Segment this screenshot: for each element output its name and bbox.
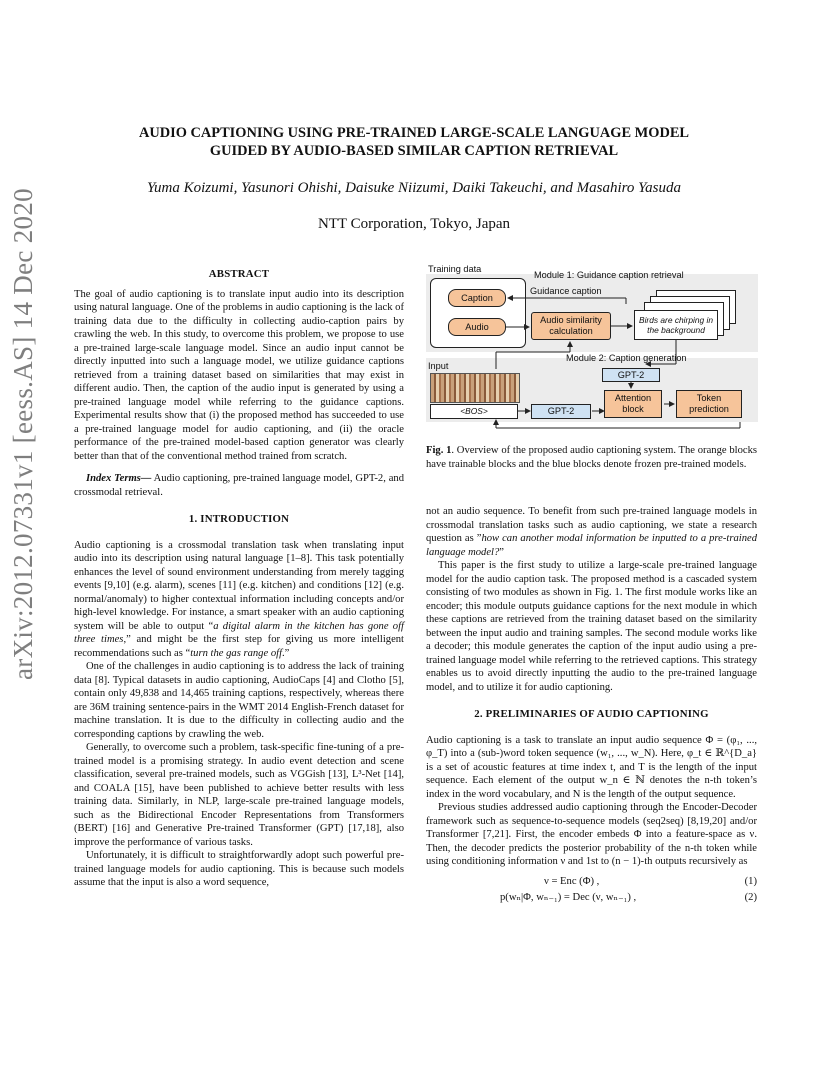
input-spectrogram <box>430 373 520 403</box>
right-p1-quote: how can another modal information be inputted to a pre-trained language model? <box>426 533 757 558</box>
right-paragraph-1 <box>426 505 757 559</box>
equation-1 <box>426 875 757 889</box>
affiliation: NTT Corporation, Tokyo, Japan <box>317 216 511 232</box>
authors: Yuma Koizumi, Yasunori Ohishi, Daisuke Niizumi, Daiki Takeuchi, and Masahiro Yasuda <box>147 180 681 196</box>
left-column <box>74 268 404 890</box>
intro-p1-text: Audio captioning is a crossmodal translation task when translating input audio into its description using natural language [1–8]. This task potentially enhances the level of sound environment understanding from merely tagging events [9,10] (e.g. alarm), scenes [11] (e.g. kitchen) and conditions [12] (e.g. normal/anomaly) to higher contextual information including concepts and/or high-level knowledge. For instance, a smart speaker with an audio captioning system will be able to output “ <box>74 539 404 632</box>
module1-label: Module 1: Guidance caption retrieval <box>534 270 684 280</box>
section2-heading: 2. PRELIMINARIES OF AUDIO CAPTIONING <box>474 708 709 720</box>
right-p1-text: not an audio sequence. To benefit from such pre-trained language models in crossmodal translation tasks such as audio captioning, we state a research question as ” <box>426 506 757 544</box>
index-terms-label: Index Terms— <box>86 473 152 484</box>
bos-token-box: <BOS> <box>430 404 518 419</box>
index-terms-text: Audio captioning, pre-trained language model, GPT-2, and crossmodal retrieval. <box>74 473 404 498</box>
title-line-1: AUDIO CAPTIONING USING PRE-TRAINED LARGE-SCALE LANGUAGE MODEL <box>138 125 690 141</box>
right-column <box>426 505 757 905</box>
intro-paragraph-2: One of the challenges in audio captioning is to address the lack of training data [8]. Typical datasets in audio captioning, AudioCaps [4] and Clotho [5], contain only 49,838 and 14,465 training captions, respectively, whereas there are 36M training sentence-pairs in the WMT 2014 English-French dataset for machine translation. It is due to the difficulty in collecting audio and the corresponding captions by crawling the web. <box>74 661 404 740</box>
intro-p1-end: .” <box>282 647 290 659</box>
attention-block-box: Attention block <box>604 390 662 418</box>
section2-paragraph-1: Audio captioning is a task to translate an input audio sequence Φ = (φ₁, ..., φ_T) into a (sub-)word token sequence (w₁, ..., w_N). Here, φ_t ∈ ℝ^{D_a} is a set of acoustic features at time index t, and T is the length of the input sequence. Each element of the output w_n ∈ ℕ denotes the n-th token’s index in the word vocabulary, and N is the length of the output sequence. <box>426 734 757 800</box>
intro-paragraph-4: Unfortunately, it is difficult to straightforwardly adopt such powerful pre-trained language models for audio captioning. This is because such models assume that the input is also a word sequence, <box>74 850 404 888</box>
title-line-2: GUIDED BY AUDIO-BASED SIMILAR CAPTION RETRIEVAL <box>209 143 619 159</box>
intro-paragraph-3: Generally, to overcome such a problem, task-specific fine-tuning of a pre-trained model is a promising strategy. In audio event detection and scene classification, several pre-trained models, such as VGGish [13], L³-Net [14], and COALA [15], have been published to achieve better results with less training data. Similarly, in NLP, large-scale pre-trained language models, such as the Bidirectional Encoder Representations from Transformers (BERT) [16] and Generative Pre-trained Transformer (GPT) [17,18], also improve the performance of various tasks. <box>74 742 404 848</box>
figure-caption-label: Fig. 1 <box>426 445 452 456</box>
module2-label: Module 2: Caption generation <box>566 353 687 363</box>
gpt2-top-box: GPT-2 <box>602 368 660 382</box>
right-paragraph-2: This paper is the first study to utilize a large-scale pre-trained language model for the audio caption task. The proposed method is a cascaded system consisting of two modules as shown in Fig. 1. The first module works like an encoder; this module outputs guidance captions for the next module in which these captions are retrieved from the training dataset based on the similarity between the input audio and training samples. The second module works like a decoder; this module generates the caption of the input audio using a pre-trained language model while referring to the retrieved captions. This strategy enables us to avoid directly inputting the audio to the pre-trained language model, and to utilize it for audio captioning. <box>426 560 757 693</box>
right-p1-end: ” <box>499 546 504 558</box>
section2-paragraph-2: Previous studies addressed audio captioning through the Encoder-Decoder framework such as sequence-to-sequence models (seq2seq) [8,19,20] and/or Transformer [7,21]. First, the encoder embeds Φ into a feature-space as ν. Then, the decoder predicts the posterior probability of the n-th token while using conditioning information ν and 1st to (n − 1)-th outputs recursively as <box>426 802 757 867</box>
index-terms <box>74 472 404 499</box>
equation-1-body: ν = Enc (Φ) , <box>544 875 600 887</box>
intro-p1-quote1: a digital alarm in the kitchen has gone off three times <box>74 620 404 645</box>
input-label: Input <box>428 361 449 371</box>
intro-heading: 1. INTRODUCTION <box>188 513 290 525</box>
figure-caption <box>426 444 757 471</box>
intro-p1-mid: ,” and might be the first step for giving us more intelligent recommendations such as “ <box>74 634 405 659</box>
equation-2 <box>426 891 757 905</box>
guidance-caption-label: Guidance caption <box>530 286 602 296</box>
intro-p1-quote2: turn the gas range off <box>190 647 283 659</box>
caption-box: Caption <box>448 289 506 307</box>
token-prediction-box: Token prediction <box>676 390 742 418</box>
figure-1 <box>426 264 758 434</box>
retrieved-caption-card: Birds are chirping in the background <box>634 310 718 340</box>
abstract-text: The goal of audio captioning is to translate input audio into its description using natural language. One of the problems in audio captioning is the lack of training data due to the difficulty in collecting audio-caption pairs by crawling the web. In this study, to overcome this problem, we propose to use a pre-trained large-scale language model. Since an audio input cannot be directly inputted into such a language model, we utilize guidance captions retrieved from a training dataset based on similarities that may exist in different audio. Then, the caption of the audio input is generated by using a pre-trained language model while referring to the guidance captions. Experimental results show that (i) the proposed method has succeeded to use a pre-trained language model for audio captioning, and (ii) the oracle performance of the pre-trained model-based caption generator was clearly better than that of the conventional method trained from scratch. <box>74 288 404 462</box>
intro-paragraph-1 <box>74 539 404 661</box>
equation-2-number: (2) <box>744 892 757 903</box>
gpt2-bottom-box: GPT-2 <box>531 404 591 419</box>
paper-title <box>80 124 748 160</box>
abstract-heading: ABSTRACT <box>208 268 270 280</box>
audio-similarity-box: Audio similarity calculation <box>531 312 611 340</box>
equation-1-number: (1) <box>744 875 757 887</box>
figure-caption-text: . Overview of the proposed audio captioning system. The orange blocks have trainable blocks and the blue blocks denote frozen pre-trained models. <box>426 445 757 470</box>
arxiv-stamp: arXiv:2012.07331v1 [eess.AS] 14 Dec 2020 <box>8 188 38 680</box>
training-data-label: Training data <box>428 264 482 274</box>
audio-box: Audio <box>448 318 506 336</box>
equation-2-body: p(wₙ|Φ, wₙ₋₁) = Dec (ν, wₙ₋₁) , <box>500 892 637 903</box>
